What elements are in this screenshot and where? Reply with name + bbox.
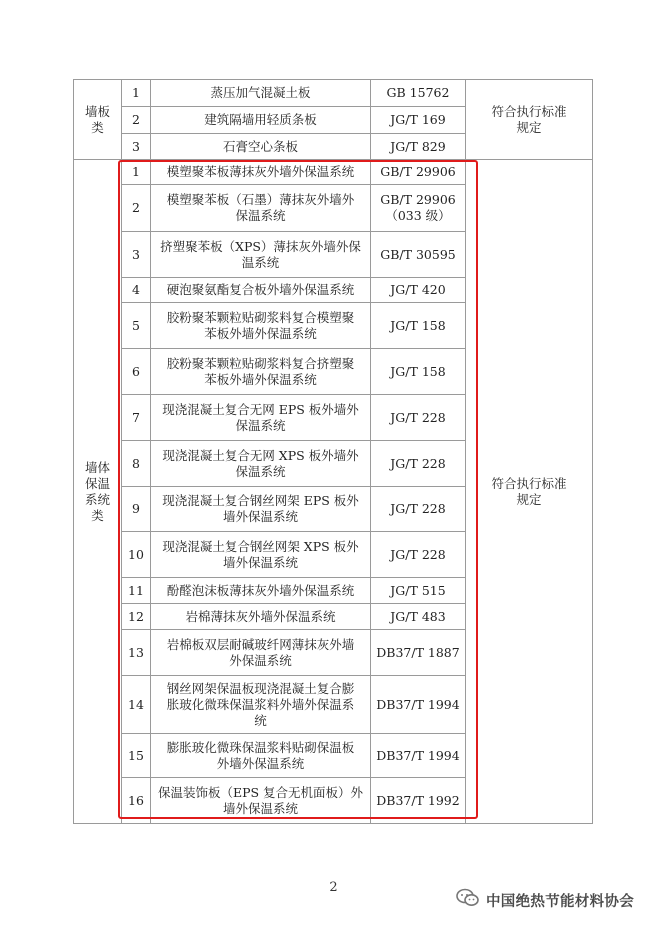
row-number: 1 [122, 160, 151, 185]
product-name: 胶粉聚苯颗粒贴砌浆料复合挤塑聚 苯板外墙外保温系统 [151, 349, 371, 395]
product-name: 胶粉聚苯颗粒贴砌浆料复合模塑聚 苯板外墙外保温系统 [151, 303, 371, 349]
category-line: 类 [91, 507, 104, 523]
row-number: 3 [122, 232, 151, 278]
product-name: 现浇混凝土复合无网 XPS 板外墙外 保温系统 [151, 441, 371, 487]
product-name: 膨胀玻化微珠保温浆料贴砌保温板 外墙外保温系统 [151, 734, 371, 778]
category-line: 墙体 [84, 459, 110, 475]
row-number: 8 [122, 441, 151, 487]
product-name: 保温装饰板（EPS 复合无机面板）外 墙外保温系统 [151, 778, 371, 824]
row-number: 6 [122, 349, 151, 395]
standard-code: JG/T 515 [371, 578, 466, 604]
row-number: 10 [122, 532, 151, 578]
row-number: 7 [122, 395, 151, 441]
standard-code: JG/T 483 [371, 604, 466, 630]
standard-code: JG/T 228 [371, 395, 466, 441]
row-number: 5 [122, 303, 151, 349]
compliance-note: 符合执行标准 规定 [466, 80, 593, 160]
row-number: 4 [122, 278, 151, 303]
row-number: 11 [122, 578, 151, 604]
product-name: 蒸压加气混凝土板 [151, 80, 371, 107]
row-number: 2 [122, 107, 151, 134]
row-number: 16 [122, 778, 151, 824]
wechat-icon [456, 888, 480, 912]
standard-code: GB 15762 [371, 80, 466, 107]
row-number: 3 [122, 134, 151, 160]
product-name: 模塑聚苯板（石墨）薄抹灰外墙外 保温系统 [151, 185, 371, 232]
product-name: 岩棉板双层耐碱玻纤网薄抹灰外墙 外保温系统 [151, 630, 371, 676]
row-number: 15 [122, 734, 151, 778]
product-name: 现浇混凝土复合钢丝网架 XPS 板外 墙外保温系统 [151, 532, 371, 578]
product-name: 挤塑聚苯板（XPS）薄抹灰外墙外保 温系统 [151, 232, 371, 278]
standard-code: DB37/T 1992 [371, 778, 466, 824]
product-name: 现浇混凝土复合钢丝网架 EPS 板外 墙外保温系统 [151, 487, 371, 532]
product-name: 钢丝网架保温板现浇混凝土复合膨 胀玻化微珠保温浆料外墙外保温系 统 [151, 676, 371, 734]
row-number: 2 [122, 185, 151, 232]
watermark [456, 889, 634, 911]
category-line: 系统 [84, 491, 110, 507]
product-name: 石膏空心条板 [151, 134, 371, 160]
standards-table [73, 79, 593, 824]
product-name: 现浇混凝土复合无网 EPS 板外墙外 保温系统 [151, 395, 371, 441]
table-row [74, 160, 593, 185]
standard-code: GB/T 29906 [371, 160, 466, 185]
standard-code: DB37/T 1994 [371, 734, 466, 778]
product-name: 硬泡聚氨酯复合板外墙外保温系统 [151, 278, 371, 303]
standard-code: JG/T 829 [371, 134, 466, 160]
standard-code: JG/T 169 [371, 107, 466, 134]
product-name: 酚醛泡沫板薄抹灰外墙外保温系统 [151, 578, 371, 604]
category-line: 保温 [84, 475, 110, 491]
standard-code: JG/T 228 [371, 441, 466, 487]
standard-code: GB/T 29906 （033 级） [371, 185, 466, 232]
row-number: 1 [122, 80, 151, 107]
product-name: 模塑聚苯板薄抹灰外墙外保温系统 [151, 160, 371, 185]
standard-code: JG/T 158 [371, 349, 466, 395]
category-line: 墙板 [84, 103, 110, 119]
page-number: 2 [329, 880, 338, 895]
compliance-note: 符合执行标准 规定 [466, 160, 593, 824]
table-row [74, 80, 593, 107]
standard-code: DB37/T 1994 [371, 676, 466, 734]
row-number: 14 [122, 676, 151, 734]
row-number: 12 [122, 604, 151, 630]
standard-code: JG/T 158 [371, 303, 466, 349]
row-number: 9 [122, 487, 151, 532]
standard-code: JG/T 420 [371, 278, 466, 303]
category-cell-insulation [74, 160, 122, 824]
category-cell-wallboard [74, 80, 122, 160]
standard-code: GB/T 30595 [371, 232, 466, 278]
product-name: 建筑隔墙用轻质条板 [151, 107, 371, 134]
row-number: 13 [122, 630, 151, 676]
standard-code: JG/T 228 [371, 532, 466, 578]
standard-code: DB37/T 1887 [371, 630, 466, 676]
watermark-text: 中国绝热节能材料协会 [486, 893, 634, 910]
category-line: 类 [91, 119, 104, 135]
product-name: 岩棉薄抹灰外墙外保温系统 [151, 604, 371, 630]
standard-code: JG/T 228 [371, 487, 466, 532]
